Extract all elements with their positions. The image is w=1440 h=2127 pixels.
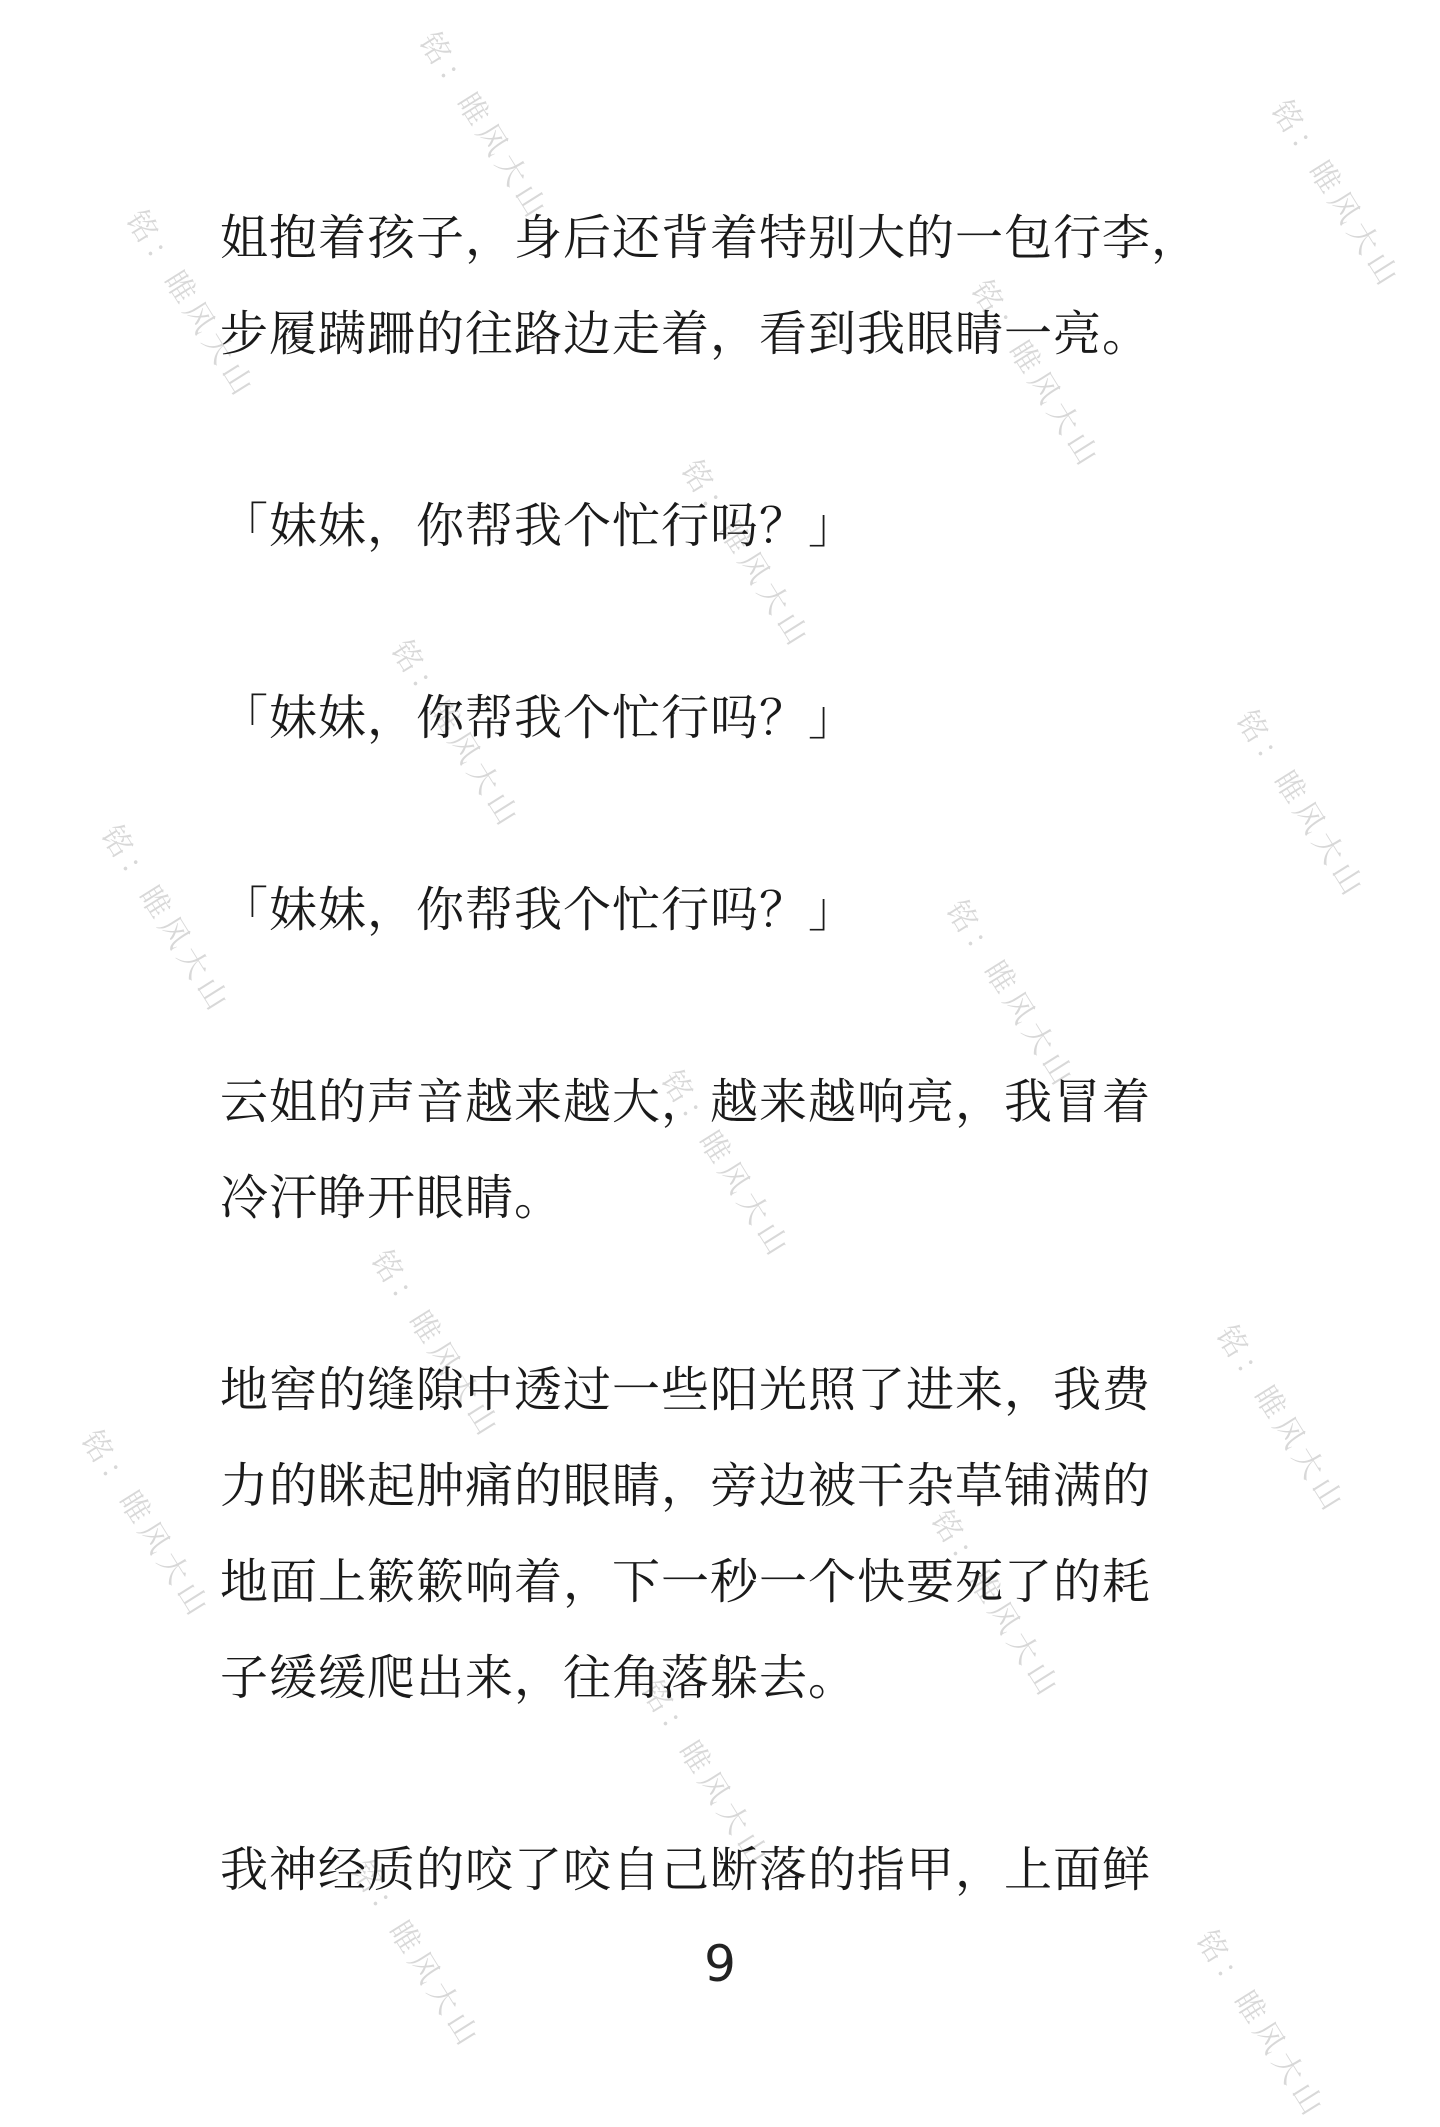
text-line: 冷汗睁开眼睛。 xyxy=(220,1170,564,1226)
text-line: 子缓缓爬出来，往角落躲去。 xyxy=(220,1650,858,1706)
watermark: 铭：睢风大山 xyxy=(73,1424,218,1626)
text-line: 步履蹒跚的往路边走着，看到我眼睛一亮。 xyxy=(220,306,1152,362)
paragraph xyxy=(220,478,1240,574)
watermark: 铭：睢风大山 xyxy=(653,1064,798,1266)
watermark: 铭：睢风大山 xyxy=(118,204,263,406)
text-line: 「妹妹，你帮我个忙行吗？」 xyxy=(220,498,858,554)
body-text xyxy=(220,190,1240,1918)
watermark: 铭：睢风大山 xyxy=(93,819,238,1021)
paragraph xyxy=(220,190,1240,382)
watermark: 铭：睢风大山 xyxy=(1263,94,1408,296)
text-line: 力的眯起肿痛的眼睛，旁边被干杂草铺满的 xyxy=(220,1458,1152,1514)
watermark: 铭：睢风大山 xyxy=(363,1244,508,1446)
text-line: 姐抱着孩子，身后还背着特别大的一包行李， xyxy=(220,210,1201,266)
text-line: 「妹妹，你帮我个忙行吗？」 xyxy=(220,882,858,938)
watermark: 铭：睢风大山 xyxy=(963,274,1108,476)
watermark: 铭：睢风大山 xyxy=(1208,1319,1353,1521)
watermark: 铭：睢风大山 xyxy=(411,26,556,228)
paragraph xyxy=(220,1342,1240,1726)
paragraph xyxy=(220,670,1240,766)
watermark: 铭：睢风大山 xyxy=(383,634,528,836)
watermark: 铭：睢风大山 xyxy=(1228,704,1373,906)
paragraph xyxy=(220,1054,1240,1246)
paragraph xyxy=(220,1822,1240,1918)
text-line: 地窖的缝隙中透过一些阳光照了进来，我费 xyxy=(220,1362,1152,1418)
watermark: 铭：睢风大山 xyxy=(938,894,1083,1096)
text-line: 我神经质的咬了咬自己断落的指甲，上面鲜 xyxy=(220,1842,1152,1898)
watermark: 铭：睢风大山 xyxy=(633,1674,778,1876)
text-line: 云姐的声音越来越大，越来越响亮，我冒着 xyxy=(220,1074,1152,1130)
watermark: 铭：睢风大山 xyxy=(1188,1924,1333,2126)
watermark: 铭：睢风大山 xyxy=(343,1854,488,2056)
text-line: 地面上簌簌响着，下一秒一个快要死了的耗 xyxy=(220,1554,1152,1610)
text-line: 「妹妹，你帮我个忙行吗？」 xyxy=(220,690,858,746)
page-number: 9 xyxy=(704,1935,736,1993)
watermark: 铭：睢风大山 xyxy=(673,454,818,656)
paragraph xyxy=(220,862,1240,958)
watermark: 铭：睢风大山 xyxy=(923,1504,1068,1706)
